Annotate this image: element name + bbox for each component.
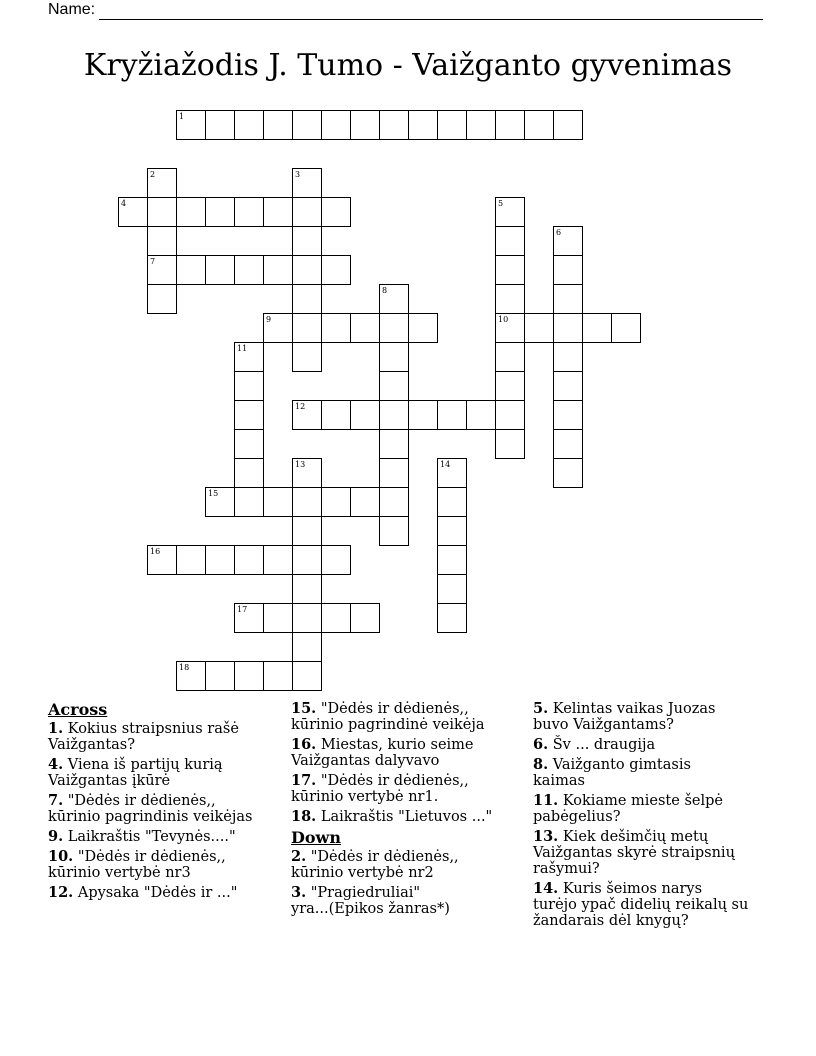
- crossword-cell[interactable]: [234, 487, 264, 517]
- clue-item: [533, 881, 773, 929]
- clue-item: [291, 737, 516, 769]
- crossword-cell[interactable]: [379, 487, 409, 517]
- crossword-cell[interactable]: [379, 458, 409, 488]
- clue-item: [48, 849, 273, 881]
- crossword-cell[interactable]: [292, 632, 322, 662]
- clue-number: 3.: [291, 884, 307, 901]
- clue-text: Miestas, kurio seime Vaižgantas dalyvavo: [291, 737, 474, 769]
- clue-text: Kokiame mieste šelpė pabėgelius?: [533, 793, 723, 825]
- clue-item: [533, 737, 773, 753]
- clue-item: [533, 757, 773, 789]
- crossword-cell[interactable]: [321, 110, 351, 140]
- crossword-cell[interactable]: [176, 545, 206, 575]
- crossword-cell[interactable]: [495, 400, 525, 430]
- crossword-cell[interactable]: [495, 429, 525, 459]
- crossword-cell[interactable]: [437, 458, 467, 488]
- crossword-cell[interactable]: [292, 487, 322, 517]
- crossword-cell[interactable]: [495, 313, 525, 343]
- crossword-cell[interactable]: [147, 197, 177, 227]
- clue-number: 6.: [533, 736, 549, 753]
- crossword-cell[interactable]: [234, 371, 264, 401]
- across-clues-list-continued: [291, 701, 516, 825]
- crossword-cell[interactable]: [524, 313, 554, 343]
- crossword-cell[interactable]: [292, 661, 322, 691]
- clue-number: 14.: [533, 880, 559, 897]
- clue-text: Laikraštis "Lietuvos ...": [316, 809, 493, 825]
- crossword-cell[interactable]: [263, 197, 293, 227]
- clue-item: [48, 721, 273, 753]
- crossword-cell[interactable]: [292, 516, 322, 546]
- crossword-cell[interactable]: [437, 574, 467, 604]
- crossword-cell[interactable]: [205, 255, 235, 285]
- crossword-cell[interactable]: [147, 545, 177, 575]
- crossword-cell[interactable]: [292, 603, 322, 633]
- crossword-cell[interactable]: [292, 342, 322, 372]
- crossword-cell[interactable]: [292, 313, 322, 343]
- clue-number: 2.: [291, 848, 307, 865]
- crossword-cell[interactable]: [205, 487, 235, 517]
- crossword-cell[interactable]: [437, 545, 467, 575]
- cell-number: 5: [498, 199, 504, 208]
- clue-text: "Dėdės ir dėdienės,, kūrinio vertybė nr1.: [291, 773, 469, 805]
- clue-text: Laikraštis "Tevynės....": [63, 829, 236, 845]
- crossword-cell[interactable]: [379, 516, 409, 546]
- crossword-cell[interactable]: [321, 313, 351, 343]
- name-label: Name:: [48, 1, 96, 18]
- cell-number: 12: [295, 402, 306, 411]
- crossword-cell[interactable]: [350, 110, 380, 140]
- cell-number: 8: [382, 286, 388, 295]
- crossword-cell[interactable]: [495, 226, 525, 256]
- across-header: Across: [48, 700, 108, 719]
- cell-number: 2: [150, 170, 156, 179]
- crossword-cell[interactable]: [292, 458, 322, 488]
- crossword-cell[interactable]: [553, 226, 583, 256]
- crossword-cell[interactable]: [350, 400, 380, 430]
- crossword-cell[interactable]: [553, 400, 583, 430]
- cell-number: 15: [208, 489, 219, 498]
- crossword-cell[interactable]: [263, 487, 293, 517]
- crossword-cell[interactable]: [234, 458, 264, 488]
- clue-item: [48, 793, 273, 825]
- down-header: Down: [291, 828, 341, 847]
- crossword-cell[interactable]: [553, 313, 583, 343]
- clue-text: Kokius straipsnius rašė Vaižgantas?: [48, 721, 239, 753]
- cell-number: 13: [295, 460, 306, 469]
- clue-number: 7.: [48, 792, 64, 809]
- crossword-cell[interactable]: [379, 110, 409, 140]
- crossword-cell[interactable]: [553, 255, 583, 285]
- crossword-cell[interactable]: [147, 284, 177, 314]
- crossword-cell[interactable]: [321, 255, 351, 285]
- crossword-cell[interactable]: [495, 255, 525, 285]
- crossword-cell[interactable]: [350, 603, 380, 633]
- clue-text: "Dėdės ir dėdienės,, kūrinio pagrindinė veikėja: [291, 701, 485, 733]
- crossword-cell[interactable]: [408, 110, 438, 140]
- crossword-cell[interactable]: [553, 429, 583, 459]
- crossword-cell[interactable]: [321, 197, 351, 227]
- crossword-cell[interactable]: [263, 110, 293, 140]
- crossword-cell[interactable]: [292, 545, 322, 575]
- clue-text: Kiek dešimčių metų Vaižgantas skyrė straipsnių rašymui?: [533, 829, 735, 877]
- crossword-cell[interactable]: [176, 110, 206, 140]
- clue-text: Kelintas vaikas Juozas buvo Vaižgantams?: [533, 701, 716, 733]
- clue-text: Vaižganto gimtasis kaimas: [533, 757, 691, 789]
- crossword-cell[interactable]: [437, 603, 467, 633]
- crossword-cell[interactable]: [350, 487, 380, 517]
- cell-number: 4: [121, 199, 127, 208]
- clue-number: 18.: [291, 808, 317, 825]
- crossword-cell[interactable]: [466, 400, 496, 430]
- cell-number: 10: [498, 315, 509, 324]
- clue-number: 13.: [533, 828, 559, 845]
- crossword-cell[interactable]: [553, 371, 583, 401]
- crossword-cell[interactable]: [495, 284, 525, 314]
- across-clues-list: [48, 721, 273, 901]
- cell-number: 18: [179, 663, 190, 672]
- crossword-cell[interactable]: [263, 255, 293, 285]
- clue-number: 17.: [291, 772, 317, 789]
- crossword-cell[interactable]: [379, 313, 409, 343]
- crossword-cell[interactable]: [263, 545, 293, 575]
- page-title: Kryžiažodis J. Tumo - Vaižganto gyvenimas: [83, 48, 733, 83]
- crossword-cell[interactable]: [292, 284, 322, 314]
- crossword-cell[interactable]: [495, 371, 525, 401]
- crossword-cell[interactable]: [466, 110, 496, 140]
- clues-column-1: [48, 701, 273, 905]
- crossword-cell[interactable]: [147, 168, 177, 198]
- crossword-cell[interactable]: [176, 197, 206, 227]
- crossword-cell[interactable]: [292, 255, 322, 285]
- crossword-cell[interactable]: [379, 342, 409, 372]
- clue-number: 12.: [48, 884, 74, 901]
- clue-text: Kuris šeimos narys turėjo ypač didelių reikalų su žandarais dėl knygų?: [533, 881, 749, 929]
- crossword-cell[interactable]: [234, 545, 264, 575]
- crossword-cell[interactable]: [292, 574, 322, 604]
- crossword-cell[interactable]: [176, 255, 206, 285]
- cell-number: 1: [179, 112, 185, 121]
- crossword-cell[interactable]: [350, 313, 380, 343]
- cell-number: 14: [440, 460, 451, 469]
- cell-number: 11: [237, 344, 248, 353]
- clues-column-2: [291, 701, 516, 921]
- clue-number: 16.: [291, 736, 317, 753]
- clue-item: [291, 701, 516, 733]
- crossword-cell[interactable]: [234, 603, 264, 633]
- clue-item: [48, 885, 273, 901]
- crossword-cell[interactable]: [205, 661, 235, 691]
- crossword-cell[interactable]: [321, 545, 351, 575]
- clue-item: [291, 773, 516, 805]
- crossword-cell[interactable]: [495, 342, 525, 372]
- crossword-cell[interactable]: [495, 197, 525, 227]
- crossword-cell[interactable]: [437, 516, 467, 546]
- clue-number: 5.: [533, 700, 549, 717]
- crossword-cell[interactable]: [263, 313, 293, 343]
- clue-item: [291, 885, 516, 917]
- crossword-cell[interactable]: [234, 342, 264, 372]
- crossword-cell[interactable]: [292, 226, 322, 256]
- crossword-cell[interactable]: [553, 284, 583, 314]
- clue-item: [48, 829, 273, 845]
- cell-number: 16: [150, 547, 161, 556]
- clue-number: 8.: [533, 756, 549, 773]
- crossword-cell[interactable]: [205, 110, 235, 140]
- clue-number: 10.: [48, 848, 74, 865]
- crossword-cell[interactable]: [379, 284, 409, 314]
- clue-item: [291, 849, 516, 881]
- clue-text: "Pragiedruliai" yra...(Epikos žanras*): [291, 885, 450, 917]
- clue-text: Viena iš partijų kurią Vaižgantas įkūrė: [48, 757, 223, 789]
- crossword-cell[interactable]: [379, 400, 409, 430]
- clue-number: 15.: [291, 700, 317, 717]
- crossword-cell[interactable]: [205, 197, 235, 227]
- clue-item: [48, 757, 273, 789]
- cell-number: 7: [150, 257, 156, 266]
- crossword-cell[interactable]: [437, 400, 467, 430]
- clue-number: 11.: [533, 792, 559, 809]
- crossword-cell[interactable]: [495, 110, 525, 140]
- clue-item: [533, 793, 773, 825]
- down-clues-list-continued: [533, 701, 773, 929]
- crossword-cell[interactable]: [437, 487, 467, 517]
- crossword-cell[interactable]: [234, 110, 264, 140]
- crossword-cell[interactable]: [292, 168, 322, 198]
- clue-text: "Dėdės ir dėdienės,, kūrinio pagrindinis veikėjas: [48, 793, 253, 825]
- clue-text: "Dėdės ir dėdienės,, kūrinio vertybė nr2: [291, 849, 459, 881]
- crossword-cell[interactable]: [263, 661, 293, 691]
- cell-number: 3: [295, 170, 301, 179]
- crossword-cell[interactable]: [379, 371, 409, 401]
- crossword-cell[interactable]: [118, 197, 148, 227]
- crossword-cell[interactable]: [292, 110, 322, 140]
- crossword-cell[interactable]: [292, 400, 322, 430]
- crossword-cell[interactable]: [234, 255, 264, 285]
- cell-number: 6: [556, 228, 562, 237]
- clue-number: 9.: [48, 828, 64, 845]
- crossword-cell[interactable]: [553, 458, 583, 488]
- clue-item: [533, 829, 773, 877]
- crossword-cell[interactable]: [321, 603, 351, 633]
- crossword-cell[interactable]: [205, 545, 235, 575]
- crossword-cell[interactable]: [234, 197, 264, 227]
- clue-text: Šv ... draugija: [548, 737, 656, 753]
- cell-number: 9: [266, 315, 272, 324]
- clue-text: "Dėdės ir dėdienės,, kūrinio vertybė nr3: [48, 849, 226, 881]
- cell-number: 17: [237, 605, 248, 614]
- clue-number: 1.: [48, 720, 64, 737]
- crossword-cell[interactable]: [379, 429, 409, 459]
- crossword-cell[interactable]: [147, 226, 177, 256]
- crossword-cell[interactable]: [437, 110, 467, 140]
- crossword-cell[interactable]: [582, 313, 612, 343]
- crossword-cell[interactable]: [321, 487, 351, 517]
- crossword-cell[interactable]: [147, 255, 177, 285]
- crossword-cell[interactable]: [234, 661, 264, 691]
- crossword-cell[interactable]: [292, 197, 322, 227]
- down-clues-list: [291, 849, 516, 917]
- crossword-cell[interactable]: [524, 110, 554, 140]
- crossword-cell[interactable]: [234, 400, 264, 430]
- crossword-cell[interactable]: [263, 603, 293, 633]
- clues-column-3: [533, 701, 773, 933]
- crossword-cell[interactable]: [408, 400, 438, 430]
- crossword-cell[interactable]: [321, 400, 351, 430]
- crossword-cell[interactable]: [553, 342, 583, 372]
- crossword-cell[interactable]: [234, 429, 264, 459]
- crossword-cell[interactable]: [553, 110, 583, 140]
- crossword-cell[interactable]: [408, 313, 438, 343]
- clue-text: Apysaka "Dėdės ir ...": [73, 885, 238, 901]
- crossword-cell[interactable]: [611, 313, 641, 343]
- clue-item: [533, 701, 773, 733]
- clue-item: [291, 809, 516, 825]
- clue-number: 4.: [48, 756, 64, 773]
- crossword-cell[interactable]: [176, 661, 206, 691]
